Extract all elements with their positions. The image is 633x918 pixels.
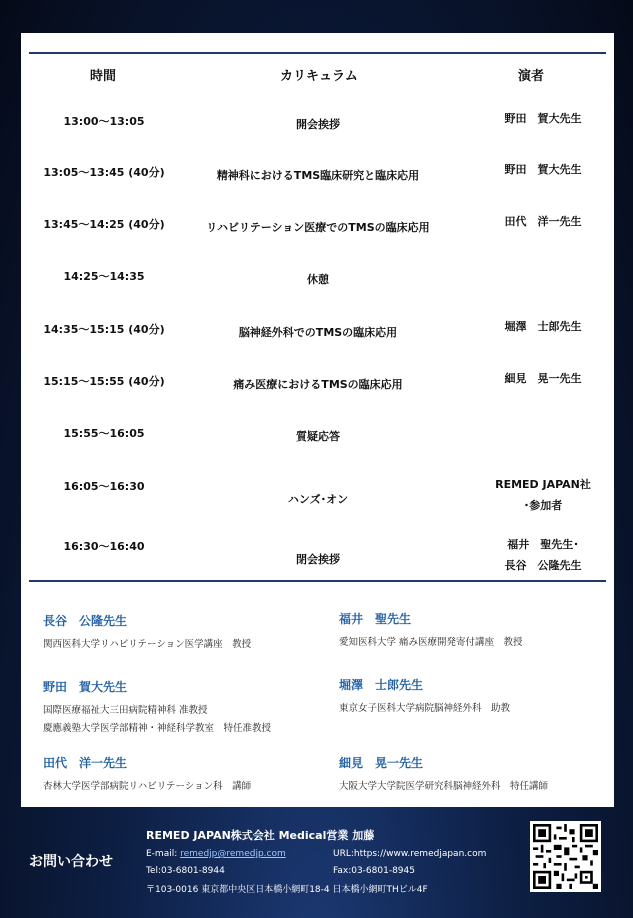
row-speaker: 野田 賀大先生: [504, 112, 582, 125]
speaker-bio: [339, 610, 523, 652]
row-speaker: 田代 洋一先生: [504, 215, 582, 228]
header-time: 時間: [90, 69, 117, 84]
table-top-rule: [29, 52, 606, 54]
url-line[interactable]: URL:https://www.remedjapan.com: [333, 849, 487, 859]
row-time: 15:55～16:05: [63, 427, 145, 440]
row-time: 13:05～13:45 (40分): [43, 166, 165, 179]
speaker-bio: [339, 754, 548, 796]
header-curriculum: カリキュラム: [280, 69, 358, 84]
schedule-card: [21, 33, 614, 807]
row-time: 13:45～14:25 (40分): [43, 218, 165, 231]
qr-code[interactable]: [530, 821, 601, 892]
bio-affiliation: 愛知医科大学 痛み医療開発寄付講座 教授: [339, 637, 523, 648]
row-curriculum: リハビリテーション医療でのTMSの臨床応用: [206, 221, 430, 234]
bio-affiliation: 杏林大学医学部病院リハビリテーション科 講師: [43, 781, 252, 792]
row-speaker: 福井 聖先生･: [507, 538, 579, 551]
row-speaker: ･参加者: [523, 499, 563, 512]
email-line: [146, 849, 286, 859]
bio-name: 田代 洋一先生: [43, 756, 128, 770]
row-curriculum: 脳神経外科でのTMSの臨床応用: [238, 326, 398, 339]
row-curriculum: 開会挨拶: [296, 118, 340, 131]
table-row: [21, 113, 614, 153]
bio-name: 福井 聖先生: [339, 612, 412, 626]
header-speaker: 演者: [518, 69, 545, 84]
row-curriculum: 質疑応答: [296, 430, 340, 443]
tel-line: Tel:03-6801-8944: [146, 866, 225, 876]
table-row: [21, 321, 614, 361]
bio-name: 長谷 公隆先生: [43, 614, 128, 628]
address-line: 〒103-0016 東京都中央区日本橋小網町18-4 日本橋小網町THビル4F: [146, 885, 428, 895]
company-name: REMED JAPAN株式会社 Medical営業 加藤: [146, 829, 375, 842]
table-row: [21, 538, 614, 578]
speaker-bio: [339, 676, 510, 718]
qr-code-icon: [533, 824, 598, 889]
row-curriculum: 休憩: [307, 273, 329, 286]
bio-affiliation: 慶應義塾大学医学部精神・神経科学教室 特任准教授: [43, 723, 272, 734]
table-row: [21, 373, 614, 413]
contact-label: お問い合わせ: [29, 854, 113, 870]
bio-affiliation: 関西医科大学リハビリテーション医学講座 教授: [43, 639, 252, 650]
row-curriculum: 痛み医療におけるTMSの臨床応用: [233, 378, 403, 391]
row-time: 16:30～16:40: [63, 540, 145, 553]
row-speaker: REMED JAPAN社: [495, 478, 591, 491]
row-speaker: 堀澤 士郎先生: [504, 320, 582, 333]
row-speaker: 長谷 公隆先生: [504, 559, 582, 572]
bio-name: 野田 賀大先生: [43, 680, 128, 694]
row-time: 14:35～15:15 (40分): [43, 323, 165, 336]
speaker-bio: [43, 754, 251, 796]
table-row: [21, 425, 614, 465]
bio-affiliation: 大阪大学大学院医学研究科脳神経外科 特任講師: [339, 781, 549, 792]
email-label: E-mail:: [146, 849, 181, 859]
row-time: 16:05～16:30: [63, 480, 145, 493]
bio-name: 堀澤 士郎先生: [339, 678, 424, 692]
table-row: [21, 216, 614, 256]
table-row: [21, 478, 614, 518]
bio-affiliation: 東京女子医科大学病院脳神経外科 助教: [339, 703, 511, 714]
row-speaker: 細見 晃一先生: [504, 372, 582, 385]
table-row: [21, 164, 614, 204]
row-time: 14:25～14:35: [63, 270, 145, 283]
bio-name: 細見 晃一先生: [339, 756, 424, 770]
row-time: 13:00～13:05: [63, 115, 145, 128]
speaker-bio: [43, 678, 271, 738]
row-curriculum: ハンズ･オン: [287, 493, 349, 506]
table-bottom-rule: [29, 580, 606, 582]
row-speaker: 野田 賀大先生: [504, 163, 582, 176]
bio-affiliation: 国際医療福祉大三田病院精神科 准教授: [43, 705, 208, 716]
speaker-bio: [43, 612, 251, 654]
email-link[interactable]: remedjp@remedjp.com: [180, 849, 286, 859]
row-curriculum: 精神科におけるTMS臨床研究と臨床応用: [216, 169, 420, 182]
row-curriculum: 閉会挨拶: [296, 553, 340, 566]
table-row: [21, 268, 614, 308]
fax-line: Fax:03-6801-8945: [333, 866, 415, 876]
row-time: 15:15～15:55 (40分): [43, 375, 165, 388]
